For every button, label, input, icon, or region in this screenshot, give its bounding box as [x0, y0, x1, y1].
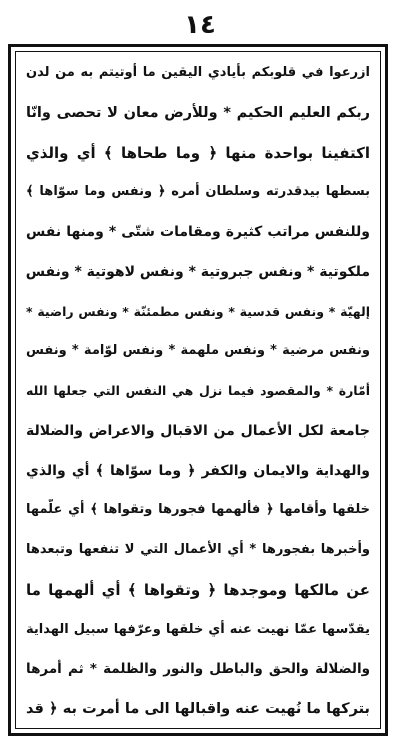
text-line: يقدّسها عمّا نهيت عنه أي خلقها وعرّفها سبيل الهداية	[26, 621, 370, 637]
text-body	[26, 62, 370, 720]
text-line: إلهيّة * ونفس قدسية * ونفس مطمئنّة * ونفس راضية *	[26, 303, 370, 319]
text-line: ازرعوا في قلوبكم بأيادي اليقين ما أوتيتم به من لدن	[26, 65, 370, 80]
page-frame	[8, 44, 388, 736]
text-line: بتركها ما نُهيت عنه واقبالها الى ما أُمرت به ﴿ قد	[26, 701, 370, 717]
text-line: بسطها بيدقدرته وسلطان أمره ﴿ ونفس وما سوّاها ﴾	[26, 184, 370, 200]
text-line: خلقها وأقامها ﴿ فألهمها فجورها وتقواها ﴾ أي علّمها	[26, 502, 370, 518]
text-line: عن مالكها وموجدها ﴿ وتقواها ﴾ أي ألهمها ما	[26, 580, 370, 599]
text-line: وللنفس مراتب كثيرة ومقامات شتّى * ومنها نفس	[26, 224, 370, 240]
page-frame-inner	[15, 51, 381, 729]
text-line: اكتفينا بواحدة منها ﴿ وما طحاها ﴾ أي والذي	[26, 143, 370, 162]
text-line: ملكوتية * ونفس جبروتية * ونفس لاهوتية * ونفس	[26, 263, 370, 280]
text-line: ربكم العليم الحكيم * وللأرض معان لا تحصى وانّا	[26, 104, 370, 121]
text-line: أمّارة * والمقصود فيما نزل هي النفس التي جعلها الله	[26, 383, 370, 398]
page-number: ١٤	[184, 10, 216, 40]
text-line: والضلالة والحق والباطل والنور والظلمة * ثم أمرها	[26, 661, 370, 678]
text-line: وأخبرها بفجورها * أي الأعمال التي لا تنفعها وتبعدها	[26, 542, 370, 557]
text-line: جامعة لكل الأعمال من الاقبال والاعراض والضلالة	[26, 422, 370, 439]
text-line: والهداية والايمان والكفر ﴿ وما سوّاها ﴾ أي والذي	[26, 462, 370, 479]
text-line: ونفس مرضية * ونفس ملهمة * ونفس لوّامة * ونفس	[26, 343, 370, 359]
